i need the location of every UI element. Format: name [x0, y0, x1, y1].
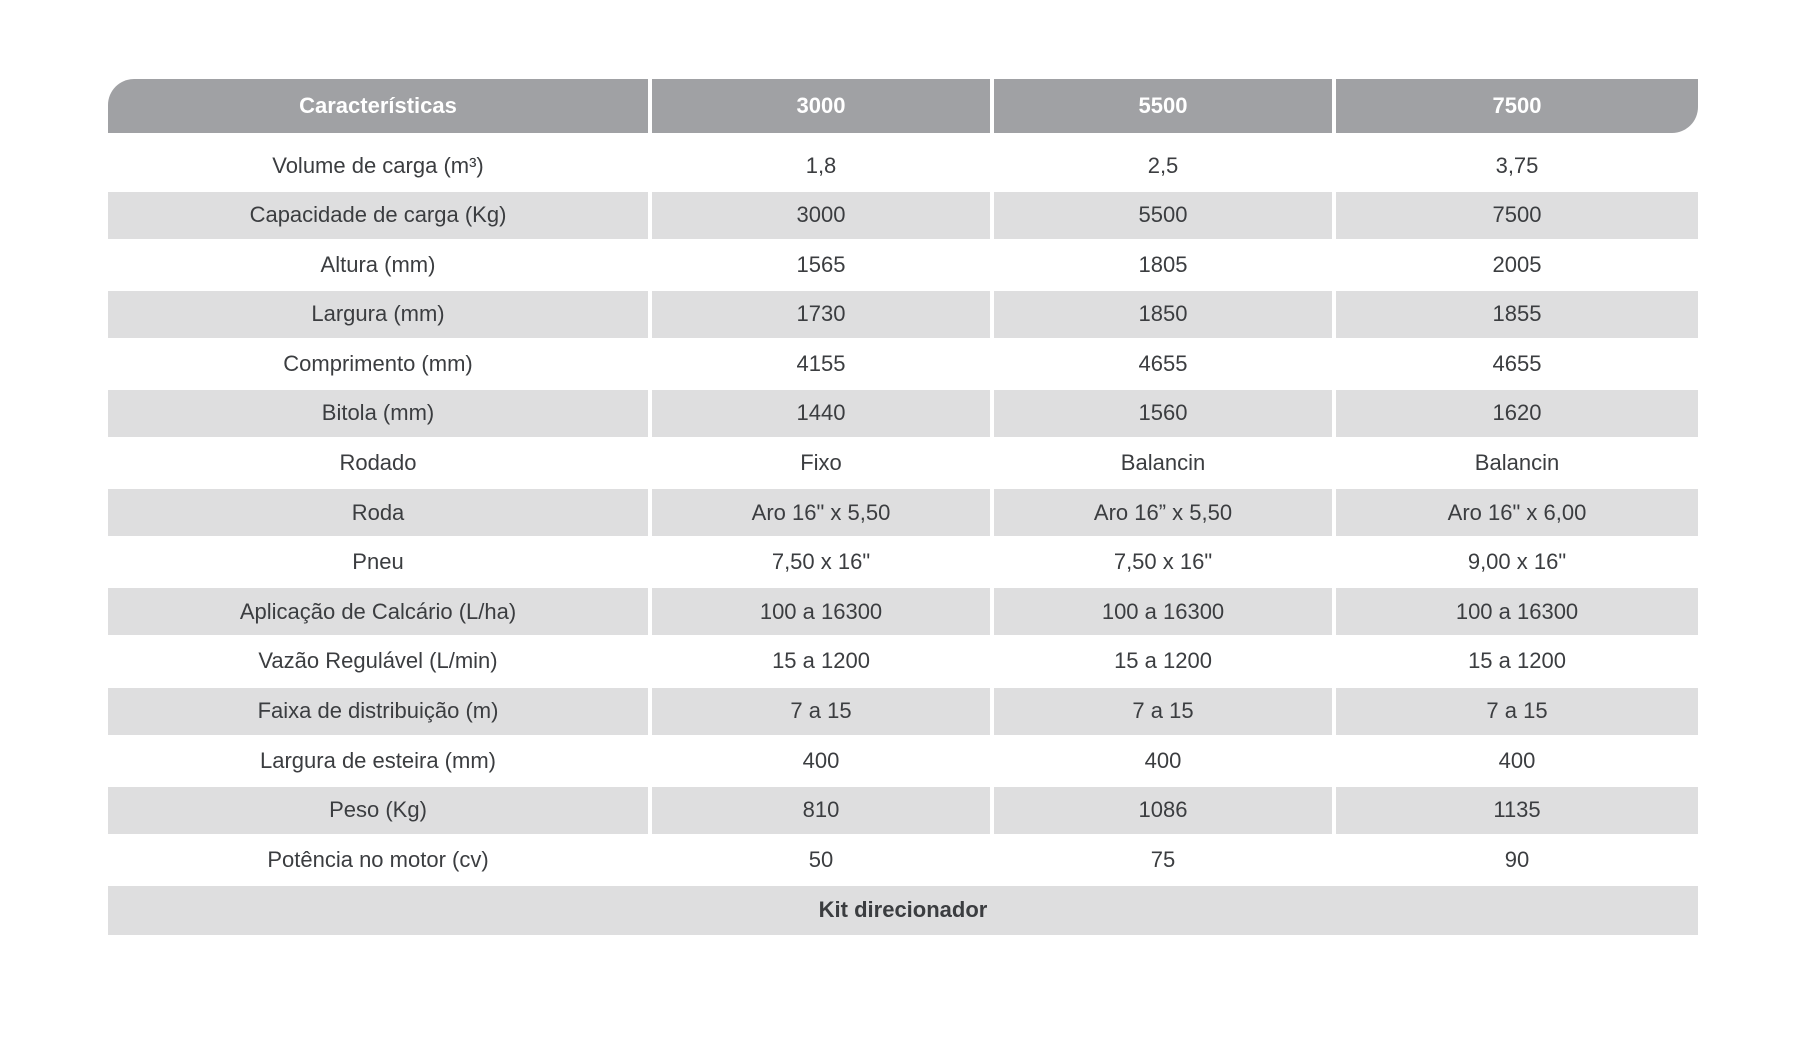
table-cell: Balancin: [1474, 450, 1560, 476]
table-cell: Aro 16" x 6,00: [1336, 489, 1698, 536]
table-cell: 1730: [652, 291, 990, 338]
row-label: Largura (mm): [108, 291, 648, 338]
row-label: Largura de esteira (mm): [260, 747, 496, 773]
table-body: [108, 142, 1698, 883]
table-cell: 90: [1504, 846, 1530, 872]
table-cell: 50: [808, 846, 834, 872]
table-row: [108, 440, 1698, 487]
table-cell: 810: [652, 787, 990, 834]
table-cell: 1565: [796, 251, 846, 277]
table-cell: 7 a 15: [994, 688, 1332, 735]
table-cell: 7,50 x 16": [771, 549, 871, 575]
header-model-3000: 3000: [652, 79, 990, 133]
table-cell: 400: [1498, 747, 1536, 773]
table-row: [108, 539, 1698, 586]
row-label: Capacidade de carga (Kg): [108, 192, 648, 239]
table-row: [108, 638, 1698, 685]
row-label: Peso (Kg): [108, 787, 648, 834]
table-cell: Aro 16" x 5,50: [652, 489, 990, 536]
table-row: [108, 737, 1698, 784]
header-model-5500: 5500: [994, 79, 1332, 133]
row-label: Faixa de distribuição (m): [108, 688, 648, 735]
table-cell: 4655: [1492, 350, 1542, 376]
table-cell: 1560: [994, 390, 1332, 437]
table-cell: 75: [1150, 846, 1176, 872]
table-cell: 1850: [994, 291, 1332, 338]
table-cell: 1135: [1336, 787, 1698, 834]
table-cell: 9,00 x 16": [1467, 549, 1567, 575]
row-label: Volume de carga (m³): [272, 152, 484, 178]
table-cell: 4655: [1138, 350, 1188, 376]
row-label: Bitola (mm): [108, 390, 648, 437]
table-row: [108, 489, 1698, 536]
spec-table: [108, 79, 1698, 935]
table-cell: 400: [802, 747, 840, 773]
table-row: [108, 588, 1698, 635]
table-row: [108, 142, 1698, 189]
table-row: [108, 688, 1698, 735]
table-cell: 1086: [994, 787, 1332, 834]
row-label: Rodado: [339, 450, 417, 476]
header-model-7500: 7500: [1336, 79, 1698, 133]
row-label: Pneu: [352, 549, 404, 575]
table-cell: 1855: [1336, 291, 1698, 338]
table-row: [108, 192, 1698, 239]
row-label: Comprimento (mm): [283, 350, 473, 376]
table-cell: Balancin: [1120, 450, 1206, 476]
table-header-row: [108, 79, 1698, 133]
table-cell: 400: [1144, 747, 1182, 773]
table-cell: 100 a 16300: [1336, 588, 1698, 635]
row-label: Potência no motor (cv): [267, 846, 489, 872]
table-row: [108, 787, 1698, 834]
table-cell: 2005: [1492, 251, 1542, 277]
table-cell: 3,75: [1495, 152, 1539, 178]
table-row: [108, 241, 1698, 288]
header-features: Características: [108, 79, 648, 133]
row-label: Roda: [108, 489, 648, 536]
table-row: [108, 836, 1698, 883]
table-cell: 1620: [1336, 390, 1698, 437]
table-cell: Fixo: [800, 450, 842, 476]
row-label: Aplicação de Calcário (L/ha): [108, 588, 648, 635]
table-cell: 4155: [796, 350, 846, 376]
table-row: [108, 340, 1698, 387]
table-cell: 15 a 1200: [1468, 648, 1566, 674]
table-cell: 100 a 16300: [994, 588, 1332, 635]
table-footer-kit: Kit direcionador: [108, 886, 1698, 935]
row-label: Altura (mm): [320, 251, 436, 277]
table-cell: Aro 16” x 5,50: [994, 489, 1332, 536]
table-cell: 3000: [652, 192, 990, 239]
table-row: [108, 390, 1698, 437]
table-cell: 7 a 15: [652, 688, 990, 735]
row-label: Vazão Regulável (L/min): [258, 648, 498, 674]
table-cell: 15 a 1200: [1114, 648, 1212, 674]
table-cell: 15 a 1200: [772, 648, 870, 674]
table-cell: 1,8: [805, 152, 837, 178]
table-cell: 7 a 15: [1336, 688, 1698, 735]
table-cell: 7500: [1336, 192, 1698, 239]
table-cell: 2,5: [1147, 152, 1179, 178]
table-cell: 5500: [994, 192, 1332, 239]
table-row: [108, 291, 1698, 338]
table-cell: 100 a 16300: [652, 588, 990, 635]
table-cell: 1805: [1138, 251, 1188, 277]
table-cell: 7,50 x 16": [1113, 549, 1213, 575]
table-cell: 1440: [652, 390, 990, 437]
